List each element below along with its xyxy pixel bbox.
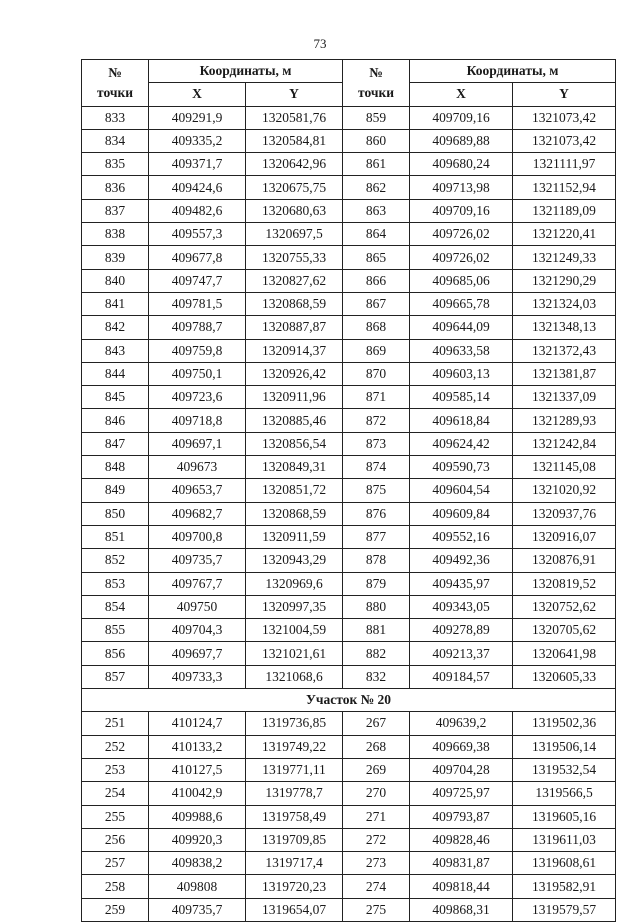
y-coordinate-cell: 1319720,23 bbox=[246, 875, 343, 898]
table-row bbox=[82, 712, 616, 735]
y-coordinate-cell: 1320997,35 bbox=[246, 595, 343, 618]
x-coordinate-cell: 409424,6 bbox=[149, 176, 246, 199]
x-coordinate-cell: 409759,8 bbox=[149, 339, 246, 362]
table-row bbox=[82, 875, 616, 898]
point-number-cell: 866 bbox=[343, 269, 410, 292]
section-header bbox=[82, 689, 616, 712]
x-header-right: X bbox=[410, 83, 513, 106]
point-number-cell: 267 bbox=[343, 712, 410, 735]
y-coordinate-cell: 1320849,31 bbox=[246, 456, 343, 479]
y-coordinate-cell: 1320876,91 bbox=[513, 549, 616, 572]
table-row bbox=[82, 316, 616, 339]
point-number-cell: 877 bbox=[343, 525, 410, 548]
y-coordinate-cell: 1320911,96 bbox=[246, 386, 343, 409]
x-coordinate-cell: 409603,13 bbox=[410, 362, 513, 385]
y-coordinate-cell: 1319611,03 bbox=[513, 828, 616, 851]
point-number-cell: 860 bbox=[343, 129, 410, 152]
x-coordinate-cell: 409726,02 bbox=[410, 246, 513, 269]
y-coordinate-cell: 1321021,61 bbox=[246, 642, 343, 665]
x-coordinate-cell: 409781,5 bbox=[149, 292, 246, 315]
y-coordinate-cell: 1319566,5 bbox=[513, 782, 616, 805]
table-row bbox=[82, 852, 616, 875]
table-row bbox=[82, 572, 616, 595]
point-number-cell: 874 bbox=[343, 456, 410, 479]
x-coordinate-cell: 409682,7 bbox=[149, 502, 246, 525]
table-body-section-b bbox=[82, 712, 616, 922]
y-header-right: Y bbox=[513, 83, 616, 106]
y-coordinate-cell: 1321324,03 bbox=[513, 292, 616, 315]
x-coordinate-cell: 409680,24 bbox=[410, 153, 513, 176]
x-coordinate-cell: 409557,3 bbox=[149, 223, 246, 246]
point-number-cell: 882 bbox=[343, 642, 410, 665]
y-coordinate-cell: 1319579,57 bbox=[513, 898, 616, 921]
table-row bbox=[82, 106, 616, 129]
point-number-cell: 256 bbox=[82, 828, 149, 851]
table-row bbox=[82, 479, 616, 502]
point-number-cell: 268 bbox=[343, 735, 410, 758]
table-row bbox=[82, 153, 616, 176]
x-coordinate-cell: 409700,8 bbox=[149, 525, 246, 548]
point-number-cell: 850 bbox=[82, 502, 149, 525]
point-number-cell: 832 bbox=[343, 665, 410, 688]
y-coordinate-cell: 1320819,52 bbox=[513, 572, 616, 595]
y-coordinate-cell: 1321145,08 bbox=[513, 456, 616, 479]
x-coordinate-cell: 409644,09 bbox=[410, 316, 513, 339]
y-coordinate-cell: 1321073,42 bbox=[513, 106, 616, 129]
point-number-cell: 254 bbox=[82, 782, 149, 805]
y-coordinate-cell: 1319654,07 bbox=[246, 898, 343, 921]
x-coordinate-cell: 409689,88 bbox=[410, 129, 513, 152]
table-row bbox=[82, 502, 616, 525]
x-coordinate-cell: 410127,5 bbox=[149, 758, 246, 781]
x-coordinate-cell: 409552,16 bbox=[410, 525, 513, 548]
point-number-cell: 864 bbox=[343, 223, 410, 246]
y-coordinate-cell: 1321249,33 bbox=[513, 246, 616, 269]
x-coordinate-cell: 409704,28 bbox=[410, 758, 513, 781]
y-coordinate-cell: 1321189,09 bbox=[513, 199, 616, 222]
table-row bbox=[82, 339, 616, 362]
point-number-cell: 837 bbox=[82, 199, 149, 222]
point-number-cell: 834 bbox=[82, 129, 149, 152]
point-number-cell: 873 bbox=[343, 432, 410, 455]
x-coordinate-cell: 409920,3 bbox=[149, 828, 246, 851]
num-sign: № bbox=[108, 64, 122, 80]
point-number-cell: 269 bbox=[343, 758, 410, 781]
x-coordinate-cell: 409709,16 bbox=[410, 199, 513, 222]
point-number-cell: 869 bbox=[343, 339, 410, 362]
x-coordinate-cell: 409482,6 bbox=[149, 199, 246, 222]
x-coordinate-cell: 409213,37 bbox=[410, 642, 513, 665]
table-row bbox=[82, 199, 616, 222]
y-coordinate-cell: 1320827,62 bbox=[246, 269, 343, 292]
x-coordinate-cell: 409609,84 bbox=[410, 502, 513, 525]
y-coordinate-cell: 1319506,14 bbox=[513, 735, 616, 758]
x-coordinate-cell: 409988,6 bbox=[149, 805, 246, 828]
y-coordinate-cell: 1320755,33 bbox=[246, 246, 343, 269]
x-coordinate-cell: 409590,73 bbox=[410, 456, 513, 479]
table-row bbox=[82, 246, 616, 269]
point-number-cell: 845 bbox=[82, 386, 149, 409]
point-number-cell: 273 bbox=[343, 852, 410, 875]
x-coordinate-cell: 409624,42 bbox=[410, 432, 513, 455]
point-number-cell: 840 bbox=[82, 269, 149, 292]
num-sign: № bbox=[369, 64, 383, 80]
point-number-cell: 868 bbox=[343, 316, 410, 339]
y-coordinate-cell: 1321372,43 bbox=[513, 339, 616, 362]
x-coordinate-cell: 410042,9 bbox=[149, 782, 246, 805]
point-number-cell: 844 bbox=[82, 362, 149, 385]
table-row bbox=[82, 549, 616, 572]
y-coordinate-cell: 1321220,41 bbox=[513, 223, 616, 246]
point-number-cell: 861 bbox=[343, 153, 410, 176]
table-row bbox=[82, 456, 616, 479]
x-coordinate-cell: 409371,7 bbox=[149, 153, 246, 176]
x-coordinate-cell: 409673 bbox=[149, 456, 246, 479]
y-coordinate-cell: 1319717,4 bbox=[246, 852, 343, 875]
table-row bbox=[82, 758, 616, 781]
point-number-cell: 274 bbox=[343, 875, 410, 898]
y-coordinate-cell: 1321073,42 bbox=[513, 129, 616, 152]
point-number-cell: 881 bbox=[343, 619, 410, 642]
point-number-cell: 865 bbox=[343, 246, 410, 269]
point-number-cell: 867 bbox=[343, 292, 410, 315]
point-number-cell: 852 bbox=[82, 549, 149, 572]
point-number-cell: 838 bbox=[82, 223, 149, 246]
y-coordinate-cell: 1320887,87 bbox=[246, 316, 343, 339]
x-coordinate-cell: 409677,8 bbox=[149, 246, 246, 269]
point-number-cell: 252 bbox=[82, 735, 149, 758]
table-row bbox=[82, 432, 616, 455]
x-coordinate-cell: 409585,14 bbox=[410, 386, 513, 409]
coordinates-header-left: Координаты, м bbox=[149, 60, 343, 83]
x-coordinate-cell: 410133,2 bbox=[149, 735, 246, 758]
table-row bbox=[82, 828, 616, 851]
x-coordinate-cell: 409665,78 bbox=[410, 292, 513, 315]
table-row bbox=[82, 409, 616, 432]
x-coordinate-cell: 409818,44 bbox=[410, 875, 513, 898]
x-coordinate-cell: 409291,9 bbox=[149, 106, 246, 129]
x-coordinate-cell: 409808 bbox=[149, 875, 246, 898]
table-row bbox=[82, 735, 616, 758]
point-number-cell: 847 bbox=[82, 432, 149, 455]
point-number-cell: 863 bbox=[343, 199, 410, 222]
x-coordinate-cell: 409713,98 bbox=[410, 176, 513, 199]
y-coordinate-cell: 1319608,61 bbox=[513, 852, 616, 875]
point-number-cell: 836 bbox=[82, 176, 149, 199]
y-coordinate-cell: 1320911,59 bbox=[246, 525, 343, 548]
x-coordinate-cell: 409278,89 bbox=[410, 619, 513, 642]
point-number-cell: 270 bbox=[343, 782, 410, 805]
table-row bbox=[82, 386, 616, 409]
x-coordinate-cell: 410124,7 bbox=[149, 712, 246, 735]
x-coordinate-cell: 409343,05 bbox=[410, 595, 513, 618]
point-number-cell: 862 bbox=[343, 176, 410, 199]
y-coordinate-cell: 1320642,96 bbox=[246, 153, 343, 176]
y-coordinate-cell: 1320680,63 bbox=[246, 199, 343, 222]
x-coordinate-cell: 409747,7 bbox=[149, 269, 246, 292]
y-coordinate-cell: 1320605,33 bbox=[513, 665, 616, 688]
table-row bbox=[82, 898, 616, 921]
x-coordinate-cell: 409435,97 bbox=[410, 572, 513, 595]
x-coordinate-cell: 409633,58 bbox=[410, 339, 513, 362]
point-number-cell: 878 bbox=[343, 549, 410, 572]
point-number-cell: 871 bbox=[343, 386, 410, 409]
x-coordinate-cell: 409767,7 bbox=[149, 572, 246, 595]
table-row bbox=[82, 362, 616, 385]
point-number-cell: 835 bbox=[82, 153, 149, 176]
table-row bbox=[82, 129, 616, 152]
y-coordinate-cell: 1320943,29 bbox=[246, 549, 343, 572]
y-coordinate-cell: 1319709,85 bbox=[246, 828, 343, 851]
table-body-section-a bbox=[82, 106, 616, 688]
x-coordinate-cell: 409725,97 bbox=[410, 782, 513, 805]
x-coordinate-cell: 409669,38 bbox=[410, 735, 513, 758]
x-coordinate-cell: 409831,87 bbox=[410, 852, 513, 875]
point-word: точки bbox=[358, 84, 395, 100]
point-number-cell: 846 bbox=[82, 409, 149, 432]
point-number-cell: 258 bbox=[82, 875, 149, 898]
y-coordinate-cell: 1321004,59 bbox=[246, 619, 343, 642]
y-coordinate-cell: 1319778,7 bbox=[246, 782, 343, 805]
x-coordinate-cell: 409604,54 bbox=[410, 479, 513, 502]
table-row bbox=[82, 176, 616, 199]
y-coordinate-cell: 1320916,07 bbox=[513, 525, 616, 548]
y-coordinate-cell: 1321381,87 bbox=[513, 362, 616, 385]
x-coordinate-cell: 409653,7 bbox=[149, 479, 246, 502]
section-title: Участок № 20 bbox=[82, 689, 616, 712]
y-coordinate-cell: 1319749,22 bbox=[246, 735, 343, 758]
x-coordinate-cell: 409697,1 bbox=[149, 432, 246, 455]
y-coordinate-cell: 1321348,13 bbox=[513, 316, 616, 339]
y-coordinate-cell: 1320752,62 bbox=[513, 595, 616, 618]
point-number-cell: 854 bbox=[82, 595, 149, 618]
point-number-cell: 856 bbox=[82, 642, 149, 665]
y-coordinate-cell: 1320885,46 bbox=[246, 409, 343, 432]
point-number-cell: 839 bbox=[82, 246, 149, 269]
table-row bbox=[82, 805, 616, 828]
coordinates-header-right: Координаты, м bbox=[410, 60, 616, 83]
point-number-cell: 879 bbox=[343, 572, 410, 595]
point-number-cell: 853 bbox=[82, 572, 149, 595]
y-coordinate-cell: 1321242,84 bbox=[513, 432, 616, 455]
y-coordinate-cell: 1319532,54 bbox=[513, 758, 616, 781]
x-coordinate-cell: 409838,2 bbox=[149, 852, 246, 875]
x-coordinate-cell: 409750,1 bbox=[149, 362, 246, 385]
x-coordinate-cell: 409793,87 bbox=[410, 805, 513, 828]
page-number: 73 bbox=[313, 36, 327, 51]
x-coordinate-cell: 409750 bbox=[149, 595, 246, 618]
y-coordinate-cell: 1320641,98 bbox=[513, 642, 616, 665]
point-number-cell: 880 bbox=[343, 595, 410, 618]
point-number-cell: 271 bbox=[343, 805, 410, 828]
point-number-cell: 275 bbox=[343, 898, 410, 921]
x-coordinate-cell: 409735,7 bbox=[149, 898, 246, 921]
point-number-cell: 257 bbox=[82, 852, 149, 875]
x-coordinate-cell: 409726,02 bbox=[410, 223, 513, 246]
x-header-left: X bbox=[149, 83, 246, 106]
y-coordinate-cell: 1320926,42 bbox=[246, 362, 343, 385]
x-coordinate-cell: 409718,8 bbox=[149, 409, 246, 432]
x-coordinate-cell: 409735,7 bbox=[149, 549, 246, 572]
table-header bbox=[82, 60, 616, 107]
point-number-cell: 855 bbox=[82, 619, 149, 642]
y-coordinate-cell: 1320868,59 bbox=[246, 502, 343, 525]
y-coordinate-cell: 1320697,5 bbox=[246, 223, 343, 246]
point-number-cell: 859 bbox=[343, 106, 410, 129]
coordinates-table bbox=[81, 59, 616, 922]
point-number-cell: 851 bbox=[82, 525, 149, 548]
point-number-cell: 255 bbox=[82, 805, 149, 828]
x-coordinate-cell: 409618,84 bbox=[410, 409, 513, 432]
y-coordinate-cell: 1320705,62 bbox=[513, 619, 616, 642]
table-row bbox=[82, 269, 616, 292]
point-number-cell: 872 bbox=[343, 409, 410, 432]
point-number-header-right bbox=[343, 60, 410, 107]
y-header-left: Y bbox=[246, 83, 343, 106]
x-coordinate-cell: 409335,2 bbox=[149, 129, 246, 152]
y-coordinate-cell: 1321020,92 bbox=[513, 479, 616, 502]
point-number-cell: 848 bbox=[82, 456, 149, 479]
table-row bbox=[82, 292, 616, 315]
table-row bbox=[82, 223, 616, 246]
table-row bbox=[82, 665, 616, 688]
y-coordinate-cell: 1320584,81 bbox=[246, 129, 343, 152]
x-coordinate-cell: 409868,31 bbox=[410, 898, 513, 921]
y-coordinate-cell: 1319758,49 bbox=[246, 805, 343, 828]
x-coordinate-cell: 409788,7 bbox=[149, 316, 246, 339]
y-coordinate-cell: 1319605,16 bbox=[513, 805, 616, 828]
point-number-header-left bbox=[82, 60, 149, 107]
point-number-cell: 251 bbox=[82, 712, 149, 735]
x-coordinate-cell: 409733,3 bbox=[149, 665, 246, 688]
point-number-cell: 833 bbox=[82, 106, 149, 129]
point-number-cell: 842 bbox=[82, 316, 149, 339]
point-number-cell: 841 bbox=[82, 292, 149, 315]
point-number-cell: 272 bbox=[343, 828, 410, 851]
x-coordinate-cell: 409492,36 bbox=[410, 549, 513, 572]
y-coordinate-cell: 1321290,29 bbox=[513, 269, 616, 292]
x-coordinate-cell: 409704,3 bbox=[149, 619, 246, 642]
point-number-cell: 875 bbox=[343, 479, 410, 502]
table-row bbox=[82, 619, 616, 642]
y-coordinate-cell: 1319502,36 bbox=[513, 712, 616, 735]
point-number-cell: 876 bbox=[343, 502, 410, 525]
y-coordinate-cell: 1320868,59 bbox=[246, 292, 343, 315]
x-coordinate-cell: 409184,57 bbox=[410, 665, 513, 688]
y-coordinate-cell: 1319771,11 bbox=[246, 758, 343, 781]
y-coordinate-cell: 1320581,76 bbox=[246, 106, 343, 129]
point-number-cell: 253 bbox=[82, 758, 149, 781]
point-number-cell: 843 bbox=[82, 339, 149, 362]
y-coordinate-cell: 1321337,09 bbox=[513, 386, 616, 409]
y-coordinate-cell: 1320969,6 bbox=[246, 572, 343, 595]
point-number-cell: 849 bbox=[82, 479, 149, 502]
x-coordinate-cell: 409828,46 bbox=[410, 828, 513, 851]
point-word: точки bbox=[96, 84, 134, 100]
x-coordinate-cell: 409723,6 bbox=[149, 386, 246, 409]
table-row bbox=[82, 642, 616, 665]
point-number-cell: 870 bbox=[343, 362, 410, 385]
table-row bbox=[82, 595, 616, 618]
y-coordinate-cell: 1320856,54 bbox=[246, 432, 343, 455]
table-row bbox=[82, 782, 616, 805]
point-number-cell: 259 bbox=[82, 898, 149, 921]
y-coordinate-cell: 1320675,75 bbox=[246, 176, 343, 199]
y-coordinate-cell: 1320851,72 bbox=[246, 479, 343, 502]
x-coordinate-cell: 409639,2 bbox=[410, 712, 513, 735]
y-coordinate-cell: 1320937,76 bbox=[513, 502, 616, 525]
table-row bbox=[82, 525, 616, 548]
x-coordinate-cell: 409697,7 bbox=[149, 642, 246, 665]
x-coordinate-cell: 409685,06 bbox=[410, 269, 513, 292]
y-coordinate-cell: 1321068,6 bbox=[246, 665, 343, 688]
y-coordinate-cell: 1321289,93 bbox=[513, 409, 616, 432]
x-coordinate-cell: 409709,16 bbox=[410, 106, 513, 129]
y-coordinate-cell: 1321111,97 bbox=[513, 153, 616, 176]
y-coordinate-cell: 1320914,37 bbox=[246, 339, 343, 362]
point-number-cell: 857 bbox=[82, 665, 149, 688]
y-coordinate-cell: 1319736,85 bbox=[246, 712, 343, 735]
y-coordinate-cell: 1321152,94 bbox=[513, 176, 616, 199]
y-coordinate-cell: 1319582,91 bbox=[513, 875, 616, 898]
